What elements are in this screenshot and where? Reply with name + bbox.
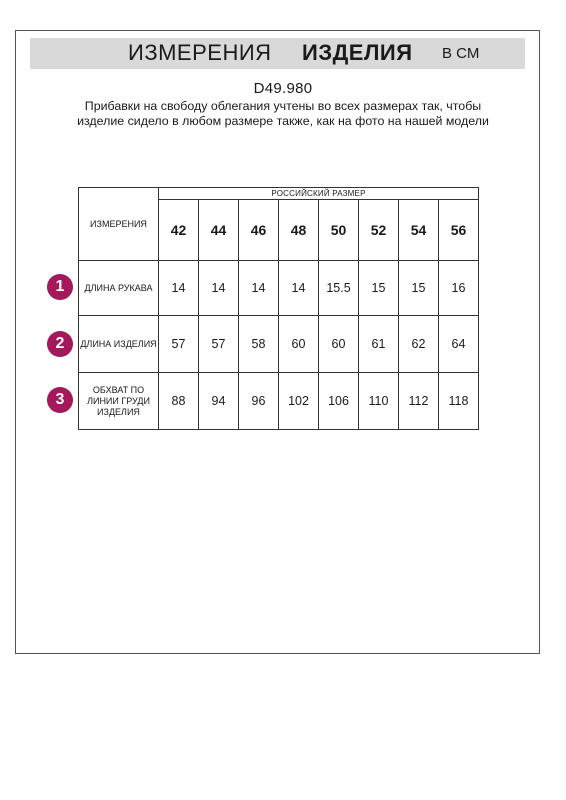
- size-cell: 52: [359, 200, 399, 261]
- value-cell: 102: [279, 373, 319, 430]
- size-group-header: РОССИЙСКИЙ РАЗМЕР: [159, 188, 479, 200]
- value-cell: 57: [159, 316, 199, 373]
- value-cell: 14: [279, 261, 319, 316]
- size-cell: 50: [319, 200, 359, 261]
- row-marker-1: 1: [47, 274, 73, 300]
- header-title-bold: ИЗДЕЛИЯ: [302, 40, 413, 65]
- row-label: ДЛИНА ИЗДЕЛИЯ: [79, 316, 159, 373]
- value-cell: 57: [199, 316, 239, 373]
- value-cell: 58: [239, 316, 279, 373]
- size-cell: 54: [399, 200, 439, 261]
- value-cell: 15: [359, 261, 399, 316]
- fit-note: Прибавки на свободу облегания учтены во всех размерах так, чтобы изделие сидело в любом размере также, как на фото на нашей модели: [77, 99, 489, 128]
- size-cell: 44: [199, 200, 239, 261]
- value-cell: 106: [319, 373, 359, 430]
- value-cell: 88: [159, 373, 199, 430]
- value-cell: 14: [159, 261, 199, 316]
- value-cell: 62: [399, 316, 439, 373]
- value-cell: 96: [239, 373, 279, 430]
- table-row: [79, 261, 479, 316]
- value-cell: 64: [439, 316, 479, 373]
- value-cell: 16: [439, 261, 479, 316]
- value-cell: 60: [279, 316, 319, 373]
- table-row: [79, 316, 479, 373]
- article-number: D49.980: [253, 80, 313, 97]
- row-label: ОБХВАТ ПО ЛИНИИ ГРУДИ ИЗДЕЛИЯ: [79, 373, 159, 430]
- header-bar: [30, 38, 525, 69]
- value-cell: 112: [399, 373, 439, 430]
- value-cell: 61: [359, 316, 399, 373]
- row-label: ДЛИНА РУКАВА: [79, 261, 159, 316]
- measure-header: ИЗМЕРЕНИЯ: [79, 188, 159, 261]
- value-cell: 14: [199, 261, 239, 316]
- value-cell: 118: [439, 373, 479, 430]
- value-cell: 110: [359, 373, 399, 430]
- table-row: [79, 373, 479, 430]
- table-header-row: [79, 188, 479, 200]
- size-cell: 42: [159, 200, 199, 261]
- value-cell: 15.5: [319, 261, 359, 316]
- size-cell: 48: [279, 200, 319, 261]
- row-marker-3: 3: [47, 387, 73, 413]
- value-cell: 15: [399, 261, 439, 316]
- size-cell: 56: [439, 200, 479, 261]
- value-cell: 60: [319, 316, 359, 373]
- value-cell: 94: [199, 373, 239, 430]
- size-cell: 46: [239, 200, 279, 261]
- size-table: [78, 187, 479, 430]
- header-unit: В СМ: [442, 45, 480, 62]
- header-title-regular: ИЗМЕРЕНИЯ: [128, 40, 272, 65]
- value-cell: 14: [239, 261, 279, 316]
- row-marker-2: 2: [47, 331, 73, 357]
